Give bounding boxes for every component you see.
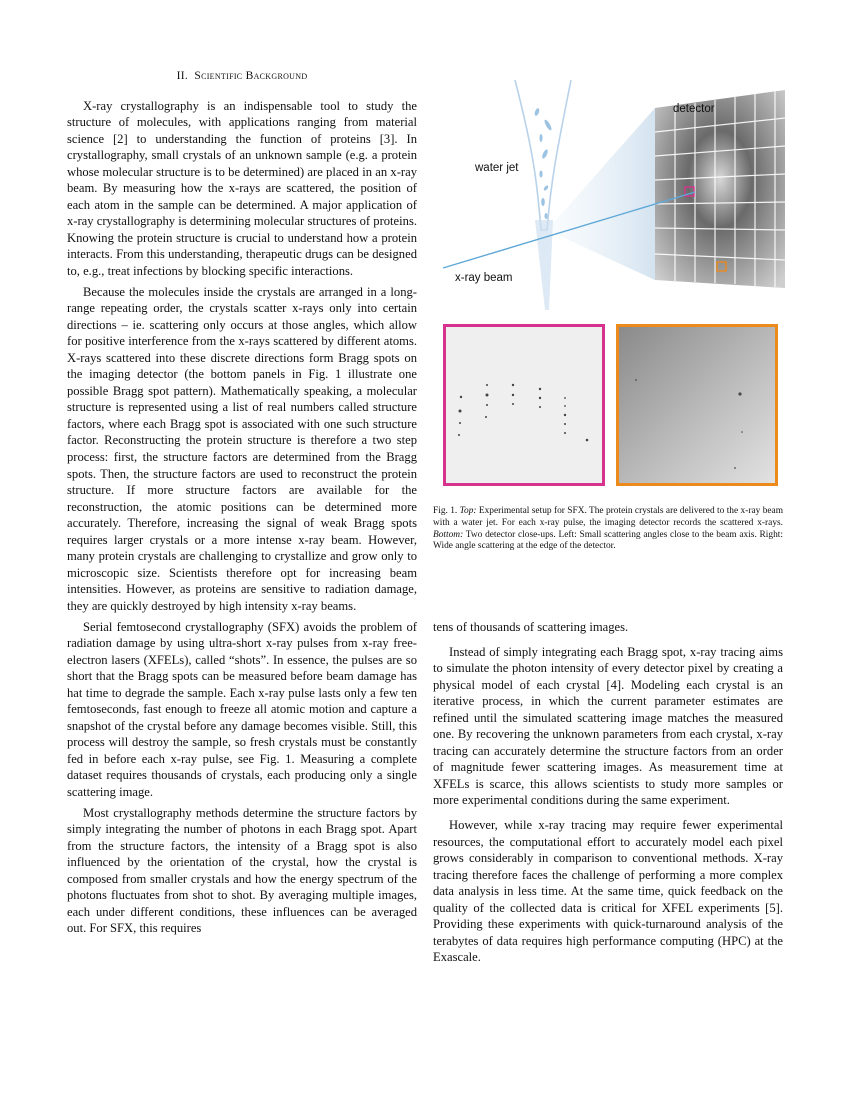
paragraph-continuation: tens of thousands of scattering images. [433, 620, 629, 634]
experimental-setup-illustration [433, 70, 785, 310]
paragraph: Instead of simply integrating each Bragg spot, x-ray tracing aims to simulate the photon intensity of every detector pixel by creating a physical model of each crystal [4]. Modeling each crystal is an iterative process, in which the current parameter estimates are refined until the simulated scattering image matches the measured one. By recovering the unknown parameters from each crystal, x-ray tracing can accurately determine the structure factors from an order of magnitude fewer scattering images. As measurement time at XFELs is scarce, this allows scientists to study more samples or more experimental conditions during the same experiment. [433, 644, 783, 808]
section-title: Scientific Background [194, 70, 308, 82]
figure-caption [433, 506, 783, 553]
paragraph: Because the molecules inside the crystals are arranged in a long-range repeating order, the crystals scatter x-rays only into certain directions – ie. scattering only occurs at those angles, which allow for positive interference from the x-rays scattered by different atoms. X-rays scattered into these discrete directions form Bragg spots on the imaging detector (the bottom panels in Fig. 1 illustrate one possible Bragg spot pattern). Mathematically speaking, a molecular structure is represented using a list of real numbers called structure factors, where each Bragg spot is associated with one such structure factor. Reconstructing the protein structure is therefore a two step process: first, the structure factors are determined from the Bragg spots. Then, the structure factors are used to reconstruct the protein structure. If more structure factors are available for the reconstruction, the atomic positions can be determined more accurately. Therefore, increasing the signal of weak Bragg spots requires larger crystals or a more intense x-ray beam. However, many protein crystals are challenging to crystallize and grow only to microscopic size. Scientists therefore opt for increasing beam intensities. However, as proteins are sensitive to radiation damage, they are quickly destroyed by high intensity x-ray beams. [67, 284, 417, 613]
detector-closeup-wide-angle [616, 324, 778, 486]
paragraph: X-ray crystallography is an indispensable tool to study the structure of molecules, with applications ranging from material science [2] to understanding the function of proteins [3]. In crystallography, small crystals of an unknown sample (e.g. a protein whose molecular structure is to be determined) are placed in an x-ray beam. By measuring how the x-rays are scattered, the position of each atom in the sample can be determined. A major application of x-ray crystallography is determining molecular structures of proteins. Knowing the protein structure is crucial to understand how a protein interacts. From this understanding, therapeutic drugs can be designed to, e.g., treat infections by blocking specific interactions. [67, 98, 417, 279]
right-column [433, 619, 783, 970]
paragraph: Serial femtosecond crystallography (SFX) avoids the problem of radiation damage by using ultra-short x-ray pulses from x-ray free-electron lasers (XFELs), called “shots”. In essence, the pulses are so short that the Bragg spots can be measured before beam damage has hat time to degrade the sample. Each x-ray pulse lasts only a few ten femtoseconds, fast enough to freeze all atomic motion and capture a snapshot of the crystal before any damage becomes visible. Still, this process will destroy the sample, so fresh crystals must be constantly fed in before each x-ray pulse, see Fig. 1. Measuring a complete dataset requires thousands of crystals, each producing only a single scattering image. [67, 619, 417, 799]
section-heading [67, 68, 417, 85]
bragg-spot-pattern [446, 327, 602, 483]
xray-beam-label: x-ray beam [455, 272, 513, 284]
scattering-cone [547, 108, 655, 280]
section-number: II. [176, 70, 189, 82]
caption-bottom-text: Two detector close-ups. Left: Small scattering angles close to the beam axis. Right: Wide angle scattering at the edge of the detector. [433, 529, 783, 552]
detector [655, 90, 785, 288]
caption-top-text: Experimental setup for SFX. The protein crystals are delivered to the x-ray beam with a water jet. For each x-ray pulse, the imaging detector records the scattered x-rays. [433, 506, 783, 528]
paragraph: Most crystallography methods determine the structure factors by simply integrating the number of photons in each Bragg spot. Apart from the structure factors, the intensity of a Bragg spot is also influenced by the orientation of the crystal, how the crystal is composed from smaller crystals and how the energy spectrum of the photons fluctuates from shot to shot. By averaging multiple images, each under different conditions, these influences can be averaged out. For SFX, this requires [67, 805, 417, 936]
wide-angle-pattern [619, 327, 775, 483]
caption-bottom-keyword: Bottom: [433, 529, 464, 540]
figure-label: Fig. 1. [433, 506, 458, 516]
left-column [67, 68, 417, 941]
detector-closeup-small-angle [443, 324, 605, 486]
paragraph: However, while x-ray tracing may require fewer experimental resources, the computational effort to accurately model each pixel grows considerably in comparison to conventional methods. X-ray tracing therefore faces the challenge of performing a more complex data analysis in less time. At the same time, quick feedback on the quality of the collected data is critical for XFEL experiments [5]. Providing these experiments with quick-turnaround analysis of the terabytes of data requires high performance computing (HPC) at the Exascale. [433, 818, 783, 965]
water-jet-label: water jet [475, 162, 519, 174]
detector-label: detector [673, 103, 715, 115]
caption-top-keyword: Top: [459, 506, 477, 516]
